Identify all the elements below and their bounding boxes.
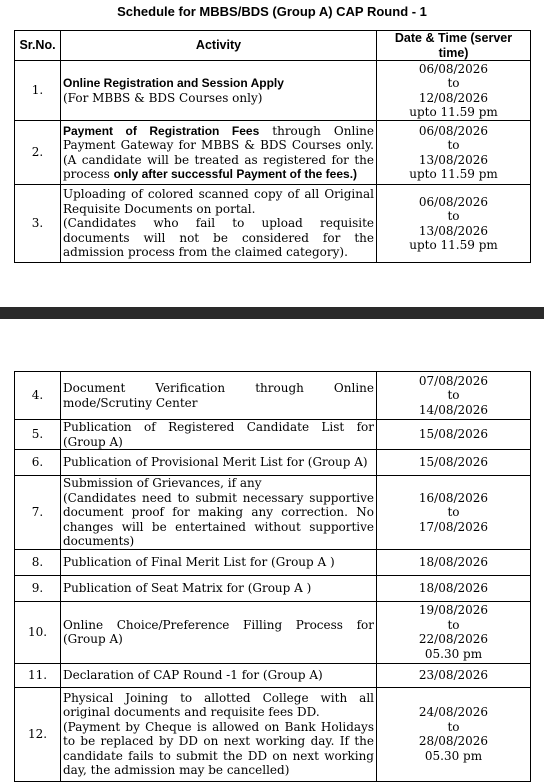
row-date xyxy=(377,687,531,781)
activity-line: (For MBBS & BDS Courses only) xyxy=(63,90,263,105)
row-activity xyxy=(61,185,377,263)
date-line: 07/08/2026 xyxy=(418,373,489,388)
date-line: 06/08/2026 xyxy=(418,61,489,76)
activity-line: only after successful Payment of the fees.) xyxy=(113,167,358,181)
row-sr-no: 5. xyxy=(15,420,61,450)
activity-line: Submission of Grievances, if any xyxy=(63,476,262,490)
row-date xyxy=(377,601,531,663)
row-sr-no: 12. xyxy=(15,687,61,781)
row-date: 15/08/2026 xyxy=(377,450,531,476)
schedule-table-part-2 xyxy=(14,371,531,782)
header-sr-no: Sr.No. xyxy=(15,31,61,61)
date-line: upto 11.59 pm xyxy=(409,238,498,252)
date-line: 13/08/2026 xyxy=(418,223,489,238)
date-line: 06/08/2026 xyxy=(418,194,489,209)
date-line: to xyxy=(447,388,460,403)
row-sr-no: 7. xyxy=(15,476,61,550)
row-activity xyxy=(61,476,377,550)
header-activity: Activity xyxy=(61,31,377,61)
row-activity: Document Verification through Online mode/Scrutiny Center xyxy=(61,372,377,420)
row-date: 15/08/2026 xyxy=(377,420,531,450)
date-line: upto 11.59 pm xyxy=(409,167,498,181)
row-sr-no: 6. xyxy=(15,450,61,476)
table-row xyxy=(15,601,531,663)
date-line: 05.30 pm xyxy=(424,748,483,763)
date-line: 28/08/2026 xyxy=(418,734,489,748)
activity-line: (Candidates who fail to upload requisite documents will not be considered for the admission process from the claimed category). xyxy=(63,216,374,260)
activity-line: (Candidates need to submit necessary supportive document proof for making any correction. No changes will be entertained without supportive documents) xyxy=(63,490,374,548)
activity-line: through Online Payment Gateway for MBBS & BDS Courses only. (A candidate will be treated as registered for the process xyxy=(63,123,374,181)
row-sr-no: 10. xyxy=(15,601,61,663)
date-line: to xyxy=(447,138,460,152)
schedule-table-part-1 xyxy=(14,30,531,263)
row-activity xyxy=(61,61,377,121)
row-activity xyxy=(61,687,377,781)
activity-line: Online Registration and Session Apply xyxy=(63,76,284,90)
row-sr-no: 1. xyxy=(15,61,61,121)
date-line: 14/08/2026 xyxy=(418,402,489,417)
date-line: upto 11.59 pm xyxy=(409,105,498,119)
date-line: to xyxy=(447,505,460,519)
date-line: 22/08/2026 xyxy=(418,632,489,646)
date-line: 12/08/2026 xyxy=(418,90,489,105)
date-line: to xyxy=(447,617,460,632)
row-date: 23/08/2026 xyxy=(377,663,531,687)
row-sr-no: 4. xyxy=(15,372,61,420)
date-line: 05.30 pm xyxy=(424,646,483,661)
table-row xyxy=(15,575,531,601)
row-sr-no: 8. xyxy=(15,549,61,575)
row-sr-no: 3. xyxy=(15,185,61,263)
activity-line: (Payment by Cheque is allowed on Bank Holidays to be replaced by DD on next working day. If the candidate fails to submit the DD on next working day, the admission may be cancelled) xyxy=(63,719,374,777)
date-line: to xyxy=(447,209,460,223)
header-date-time: Date & Time (server time) xyxy=(377,31,531,61)
row-sr-no: 11. xyxy=(15,663,61,687)
row-activity: Online Choice/Preference Filling Process for (Group A) xyxy=(61,601,377,663)
row-activity: Publication of Final Merit List for (Group A ) xyxy=(61,549,377,575)
date-line: 17/08/2026 xyxy=(418,519,489,534)
table-row xyxy=(15,372,531,420)
row-date xyxy=(377,61,531,121)
activity-line: Payment of Registration Fees xyxy=(63,123,260,138)
activity-line: Physical Joining to allotted College with all original documents and requisite fees DD. xyxy=(63,690,374,719)
table-row xyxy=(15,476,531,550)
activity-line: Uploading of colored scanned copy of all Original Requisite Documents on portal. xyxy=(63,187,374,216)
page-break-bar xyxy=(0,307,544,319)
date-line: 24/08/2026 xyxy=(418,705,489,719)
row-date xyxy=(377,476,531,550)
table-row xyxy=(15,663,531,687)
table-header-row xyxy=(15,31,531,61)
row-activity: Publication of Seat Matrix for (Group A ) xyxy=(61,575,377,601)
row-activity xyxy=(61,121,377,185)
table-row xyxy=(15,687,531,781)
row-activity: Publication of Registered Candidate List for (Group A) xyxy=(61,420,377,450)
date-line: to xyxy=(447,719,460,734)
table-row xyxy=(15,121,531,185)
row-activity: Publication of Provisional Merit List for (Group A) xyxy=(61,450,377,476)
page-title: Schedule for MBBS/BDS (Group A) CAP Round - 1 xyxy=(117,4,427,19)
date-line: 16/08/2026 xyxy=(418,490,489,505)
row-date xyxy=(377,185,531,263)
row-date: 18/08/2026 xyxy=(377,549,531,575)
table-row xyxy=(15,420,531,450)
row-date xyxy=(377,372,531,420)
date-line: 13/08/2026 xyxy=(418,152,489,167)
date-line: 19/08/2026 xyxy=(418,603,489,617)
date-line: to xyxy=(447,76,460,90)
table-row xyxy=(15,549,531,575)
row-activity: Declaration of CAP Round -1 for (Group A) xyxy=(61,663,377,687)
table-row xyxy=(15,61,531,121)
table-row xyxy=(15,450,531,476)
row-date: 18/08/2026 xyxy=(377,575,531,601)
row-sr-no: 9. xyxy=(15,575,61,601)
row-date xyxy=(377,121,531,185)
table-row xyxy=(15,185,531,263)
date-line: 06/08/2026 xyxy=(418,123,489,138)
row-sr-no: 2. xyxy=(15,121,61,185)
